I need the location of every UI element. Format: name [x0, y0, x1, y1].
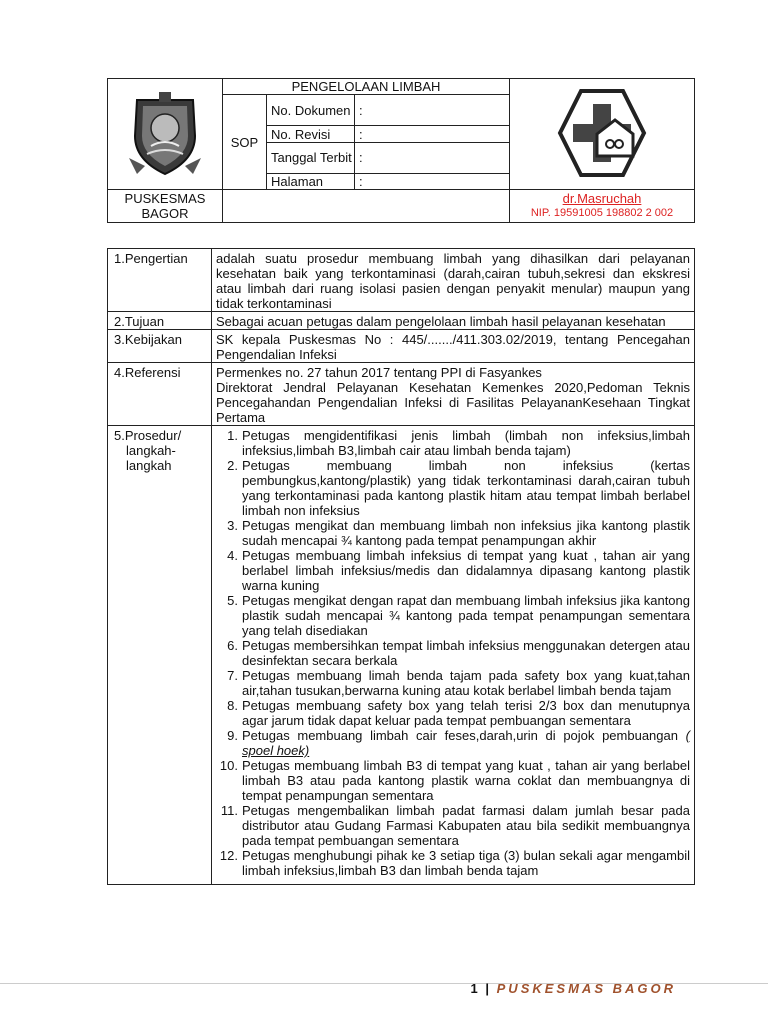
label-prosedur-line3: langkah: [126, 458, 172, 473]
list-item: [216, 698, 690, 728]
text-pengertian: adalah suatu prosedur membuang limbah yang dihasilkan dari pelayanan kesehatan baik yang terkontaminasi (darah,cairan tubuh,sekresi dan ekskresi atau limbah dari ruang isolasi pasien dengan penyakit menular) maupun yang tidak terkontaminasi: [212, 249, 695, 312]
steps-list: [216, 428, 690, 878]
signer-cell: [510, 190, 695, 223]
step-text: Petugas mengikat dengan rapat dan membuang limbah infeksius jika kantong plastik sudah mencapai ¾ kantong pada tempat penampungan sementara yang telah disediakan: [242, 593, 690, 638]
row-pengertian: [108, 249, 695, 312]
org-name-line2: BAGOR: [141, 206, 189, 222]
step-text: Petugas menghubungi pihak ke 3 setiap tiga (3) bulan sekali agar mengambil limbah infeksius,limbah B3 dan limbah benda tajam: [242, 848, 690, 878]
field-value-no-dokumen: :: [355, 95, 510, 126]
step-number: 6.: [227, 638, 238, 653]
org-name-cell: [108, 190, 223, 223]
text-tujuan: Sebagai acuan petugas dalam pengelolaan limbah hasil pelayanan kesehatan: [212, 312, 695, 330]
list-item: [216, 548, 690, 593]
row-prosedur: [108, 426, 695, 885]
row-tujuan: [108, 312, 695, 330]
step-text-italic: ( spoel hoek): [242, 728, 690, 758]
list-item: [216, 458, 690, 518]
step-text: Petugas membuang limah benda tajam pada safety box yang kuat,tahan air,tahan tusukan,berwarna kuning atau kotak berlabel limbah benda tajam: [242, 668, 690, 698]
label-prosedur-line1: 5.Prosedur/: [114, 428, 182, 443]
logo-cell: [108, 79, 223, 190]
health-logo-cell: [510, 79, 695, 190]
field-value-tanggal-terbit: :: [355, 142, 510, 173]
step-text: Petugas membuang limbah infeksius di tempat yang kuat , tahan air yang berlabel limbah infeksius/medis dan didalamnya dipasang kantong plastik warna kuning: [242, 548, 690, 593]
label-kebijakan: 3.Kebijakan: [108, 330, 212, 363]
list-item: [216, 638, 690, 668]
step-number: 9.: [227, 728, 238, 743]
step-text: Petugas membersihkan tempat limbah infeksius menggunakan detergen atau desinfektan secara berkala: [242, 638, 690, 668]
label-prosedur: [108, 426, 212, 885]
referensi-line1: Permenkes no. 27 tahun 2017 tentang PPI di Fasyankes: [216, 365, 542, 380]
step-text: Petugas membuang limbah B3 di tempat yang kuat , tahan air yang berlabel limbah B3 atau pada kantong plastik warna coklat dan membuangnya di tempat penampungan sementara: [242, 758, 690, 803]
label-referensi: 4.Referensi: [108, 363, 212, 426]
footer-org: PUSKESMAS BAGOR: [496, 981, 676, 996]
row-kebijakan: [108, 330, 695, 363]
list-item: [216, 803, 690, 848]
step-text: Petugas mengidentifikasi jenis limbah (limbah non infeksius,limbah infeksius,limbah B3,limbah cair atau limbah benda tajam): [242, 428, 690, 458]
document-title: PENGELOLAAN LIMBAH: [223, 79, 510, 95]
label-tujuan: 2.Tujuan: [108, 312, 212, 330]
field-label-tanggal-terbit: Tanggal Terbit: [267, 142, 355, 173]
step-number: 3.: [227, 518, 238, 533]
signer-name: dr.Masruchah: [562, 191, 642, 207]
sop-content-table: [107, 248, 695, 885]
step-number: 1.: [227, 428, 238, 443]
step-text: [242, 728, 690, 758]
list-item: [216, 758, 690, 803]
page-footer: [471, 981, 676, 996]
step-text: Petugas membuang safety box yang telah terisi 2/3 box dan menutupnya agar jarum tidak dapat keluar pada tempat pembuangan sementara: [242, 698, 690, 728]
footer-separator: |: [485, 981, 491, 996]
row-referensi: [108, 363, 695, 426]
step-number: 5.: [227, 593, 238, 608]
sop-label: SOP: [223, 95, 267, 190]
field-label-no-revisi: No. Revisi: [267, 126, 355, 142]
page-number: 1: [470, 981, 479, 996]
step-number: 10.: [219, 758, 238, 773]
signer-nip: NIP. 19591005 198802 2 002: [530, 207, 674, 220]
step-number: 7.: [227, 668, 238, 683]
step-text: Petugas mengikat dan membuang limbah non infeksius jika kantong plastik sudah mencapai ¾ kantong pada tempat penampungan akhir: [242, 518, 690, 548]
step-number: 4.: [227, 548, 238, 563]
regency-emblem-icon: [125, 88, 205, 178]
referensi-line2: Direktorat Jendral Pelayanan Kesehatan Kemenkes 2020,Pedoman Teknis Pencegahandan Pengendalian Infeksi di Fasilitas PelayananKesehaan Tingkat Pertama: [216, 380, 690, 425]
label-pengertian: 1.Pengertian: [108, 249, 212, 312]
text-kebijakan: SK kepala Puskesmas No : 445/......./411.303.02/2019, tentang Pencegahan Pengendalian Infeksi: [212, 330, 695, 363]
org-name-line1: PUSKESMAS: [124, 191, 206, 207]
step-number: 12.: [219, 848, 238, 863]
label-prosedur-line2: langkah-: [126, 443, 176, 458]
puskesmas-logo-icon: [557, 88, 647, 178]
empty-cell: [223, 190, 510, 223]
header-table: [107, 78, 695, 223]
field-value-no-revisi: :: [355, 126, 510, 142]
steps-cell: [212, 426, 695, 885]
text-referensi: [212, 363, 695, 426]
step-text: Petugas membuang limbah non infeksius (kertas pembungkus,kantong/plastik) yang tidak terkontaminasi darah,cairan tubuh yang terkontaminasi pada kantong plastik hitam atau tempat limbah berlabel limbah non infeksius: [242, 458, 690, 518]
step-number: 11.: [220, 803, 238, 818]
list-item: [216, 593, 690, 638]
step-text-main: Petugas membuang limbah cair feses,darah,urin di pojok pembuangan: [242, 728, 678, 743]
list-item: [216, 668, 690, 698]
field-label-halaman: Halaman: [267, 173, 355, 189]
list-item: [216, 848, 690, 878]
step-number: 8.: [227, 698, 238, 713]
step-text: Petugas mengembalikan limbah padat farmasi dalam jumlah besar pada distributor atau Gudang Farmasi Kabupaten atau bila sedikit membuangnya pada tempat pembuangan sementara: [242, 803, 690, 848]
step-number: 2.: [227, 458, 238, 473]
list-item: [216, 428, 690, 458]
field-value-halaman: :: [355, 173, 510, 189]
list-item: [216, 518, 690, 548]
list-item: [216, 728, 690, 758]
field-label-no-dokumen: No. Dokumen: [267, 95, 355, 126]
